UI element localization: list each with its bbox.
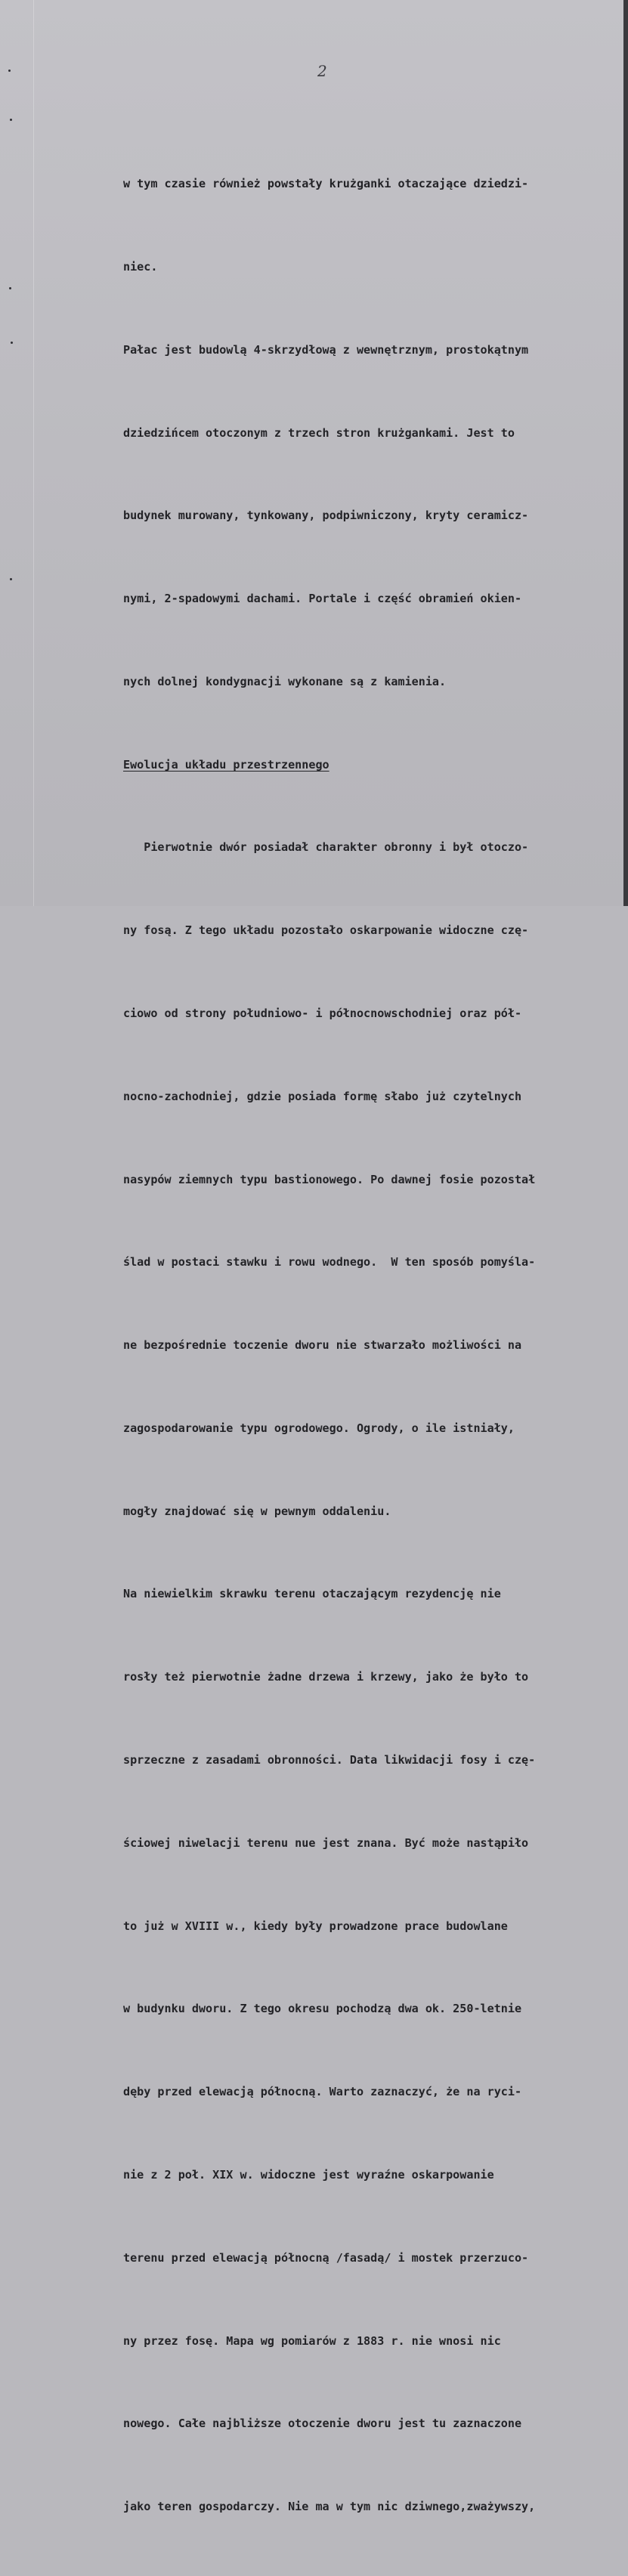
text-line: to już w XVIII w., kiedy były prowadzone prace budowlane: [123, 1919, 508, 1933]
text-line: mogły znajdować się w pewnym oddaleniu.: [123, 1504, 391, 1518]
text-line: w budynku dworu. Z tego okresu pochodzą dwa ok. 250-letnie: [123, 2002, 522, 2016]
text-line: sprzeczne z zasadami obronności. Data likwidacji fosy i czę-: [123, 1753, 536, 1767]
punch-mark: [9, 287, 11, 289]
text-line: Na niewielkim skrawku terenu otaczającym rezydencję nie: [123, 1587, 501, 1601]
text-line: nymi, 2-spadowymi dachami. Portale i część obramień okien-: [123, 592, 522, 606]
text-line: w tym czasie również powstały krużganki otaczające dziedzi-: [123, 177, 529, 191]
punch-mark: [10, 119, 12, 121]
text-line: zagospodarowanie typu ogrodowego. Ogrody, o ile istniały,: [123, 1421, 515, 1435]
punch-mark: [10, 578, 12, 580]
text-line: nowego. Całe najbliższe otoczenie dworu jest tu zaznaczone: [123, 2417, 522, 2431]
text-line: ściowej niwelacji terenu nue jest znana. Być może nastąpiło: [123, 1835, 529, 1850]
typed-text-body: [123, 115, 622, 2576]
section-heading: Ewolucja układu przestrzennego: [123, 757, 329, 772]
text-line: jako teren gospodarczy. Nie ma w tym nic dziwnego,zważywszy,: [123, 2500, 536, 2514]
text-line: terenu przed elewacją północną /fasadą/ i mostek przerzuco-: [123, 2250, 529, 2265]
text-line: dęby przed elewacją północną. Warto zaznaczyć, że na ryci-: [123, 2085, 522, 2099]
text-line: niec.: [123, 259, 158, 274]
punch-mark: [11, 342, 13, 344]
paper-fold-line: [33, 0, 34, 906]
text-line: Pałac jest budowlą 4-skrzydłową z wewnętrznym, prostokątnym: [123, 342, 529, 357]
scanner-edge: [623, 0, 628, 906]
text-line: nasypów ziemnych typu bastionowego. Po dawnej fosie pozostał: [123, 1172, 536, 1186]
text-line: ciowo od strony południowo- i północnowschodniej oraz pół-: [123, 1007, 522, 1020]
text-line: ne bezpośrednie toczenie dworu nie stwarzało możliwości na: [123, 1338, 522, 1353]
text-line: rosły też pierwotnie żadne drzewa i krzewy, jako że było to: [123, 1670, 529, 1684]
text-line: nocno-zachodniej, gdzie posiada formę słabo już czytelnych: [123, 1089, 522, 1103]
text-line: nych dolnej kondygnacji wykonane są z kamienia.: [123, 674, 447, 688]
text-line: ślad w postaci stawku i rowu wodnego. W ten sposób pomyśla-: [123, 1255, 536, 1269]
page-number: 2: [317, 62, 327, 80]
text-line: dziedzińcem otoczonym z trzech stron krużgankami. Jest to: [123, 425, 515, 440]
text-line: Pierwotnie dwór posiadał charakter obronny i był otoczo-: [123, 840, 529, 855]
text-line: budynek murowany, tynkowany, podpiwniczony, kryty ceramicz-: [123, 509, 529, 523]
text-line: ny fosą. Z tego układu pozostało oskarpowanie widoczne czę-: [123, 923, 529, 938]
punch-mark: [8, 70, 11, 72]
text-line: ny przez fosę. Mapa wg pomiarów z 1883 r. nie wnosi nic: [123, 2333, 501, 2348]
text-line: nie z 2 poł. XIX w. widoczne jest wyraźne oskarpowanie: [123, 2167, 494, 2182]
